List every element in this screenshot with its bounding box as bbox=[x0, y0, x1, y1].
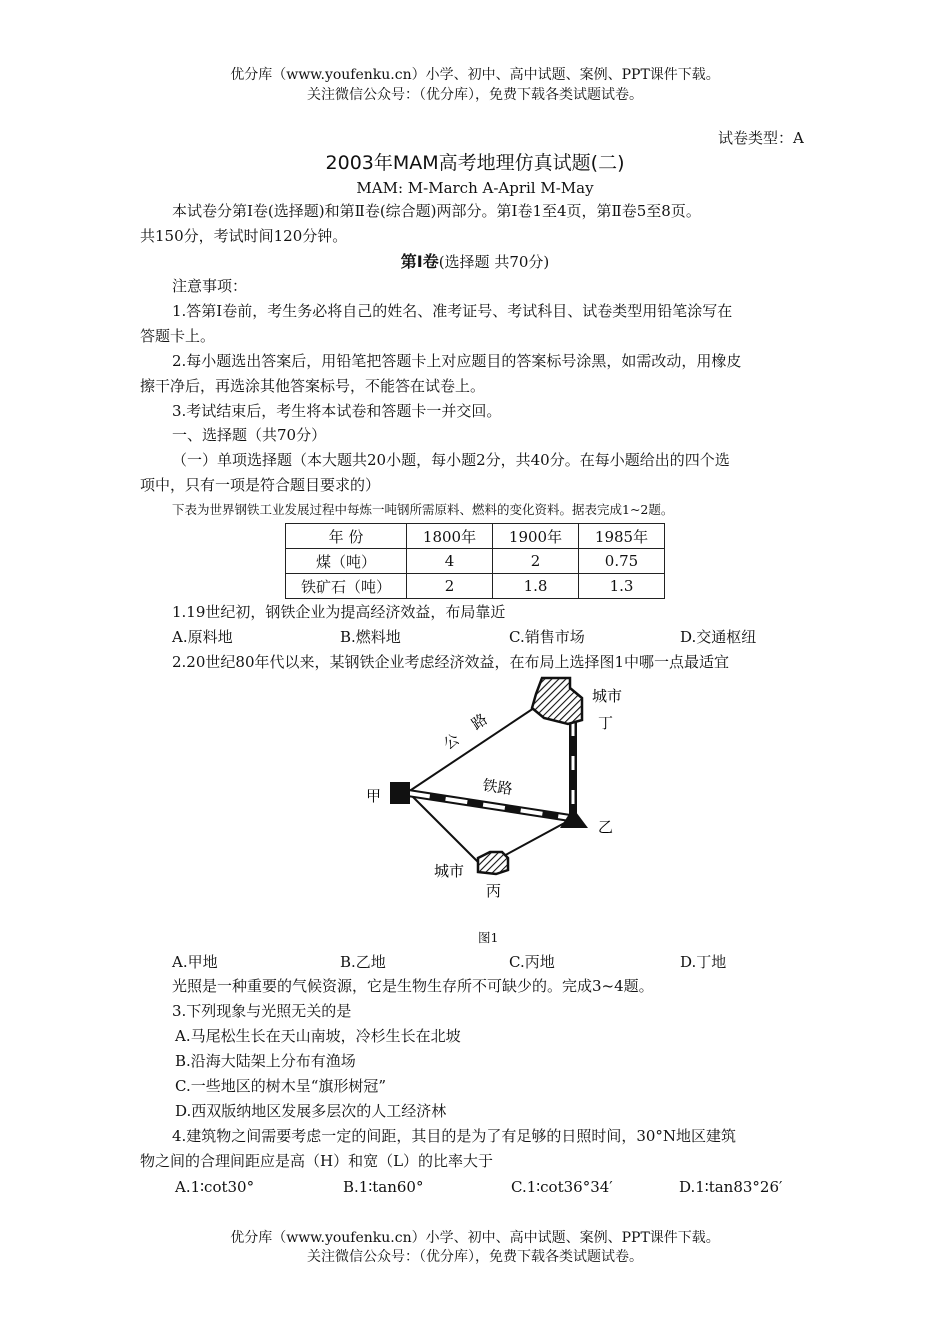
note-2-line-1: 2.每小题选出答案后，用铅笔把答题卡上对应题目的答案标号涂黑，如需改动，用橡皮 bbox=[172, 352, 742, 370]
jia-label: 甲 bbox=[366, 787, 382, 805]
table-cell: 铁矿石（吨） bbox=[286, 574, 407, 599]
q3-stem: 3.下列现象与光照无关的是 bbox=[172, 1002, 352, 1020]
note-1-line-2: 答题卡上。 bbox=[140, 327, 216, 345]
city-ding-label-1: 城市 bbox=[592, 687, 623, 705]
q2-option-d: D.丁地 bbox=[680, 953, 727, 971]
part-1-sub-line-2: 项中，只有一项是符合题目要求的） bbox=[140, 476, 381, 494]
table-header-cell: 1800年 bbox=[407, 524, 493, 549]
q4-option-c: C.1∶cot36°34′ bbox=[511, 1178, 613, 1196]
q2-stem: 2.20世纪80年代以来，某钢铁企业考虑经济效益，在布局上选择图1中哪一点最适宜 bbox=[172, 653, 730, 671]
page-subtitle: MAM: M-March A-April M-May bbox=[356, 179, 594, 197]
table-header-cell: 1985年 bbox=[579, 524, 665, 549]
section-title: 第Ⅰ卷 bbox=[400, 252, 439, 271]
city-ding-label-2: 丁 bbox=[598, 714, 614, 732]
header-line-1: 优分库（www.youfenku.cn）小学、初中、高中试题、案例、PPT课件下载。 bbox=[230, 67, 720, 83]
table-cell: 2 bbox=[493, 549, 579, 574]
intro-line-2: 共150分，考试时间120分钟。 bbox=[140, 227, 348, 245]
table-header-cell: 年 份 bbox=[286, 524, 407, 549]
city-bing-label-1: 城市 bbox=[434, 862, 465, 880]
jia-marker bbox=[390, 782, 410, 804]
note-1-line-1: 1.答第Ⅰ卷前，考生务必将自己的姓名、准考证号、考试科目、试卷类型用铅笔涂写在 bbox=[172, 302, 733, 320]
header-line-2: 关注微信公众号：（优分库），免费下载各类试题试卷。 bbox=[307, 87, 643, 103]
footer-line-1: 优分库（www.youfenku.cn）小学、初中、高中试题、案例、PPT课件下载。 bbox=[230, 1230, 720, 1246]
q2-option-c: C.丙地 bbox=[509, 953, 555, 971]
q4-option-d: D.1∶tan83°26′ bbox=[679, 1178, 783, 1196]
q4-stem-line-2: 物之间的合理间距应是高（H）和宽（L）的比率大于 bbox=[140, 1152, 494, 1170]
q1-option-a: A.原料地 bbox=[172, 628, 233, 646]
q4-option-b: B.1∶tan60° bbox=[343, 1178, 424, 1196]
steel-materials-table bbox=[285, 523, 665, 599]
q4-option-a: A.1∶cot30° bbox=[175, 1178, 255, 1196]
table-cell: 4 bbox=[407, 549, 493, 574]
table-cell: 0.75 bbox=[579, 549, 665, 574]
figure-caption: 图1 bbox=[478, 930, 499, 945]
q3-option-a: A.马尾松生长在天山南坡，冷杉生长在北坡 bbox=[175, 1027, 461, 1045]
passage: 光照是一种重要的气候资源，它是生物生存所不可缺少的。完成3~4题。 bbox=[172, 977, 654, 995]
part-1-sub-line-1: （一）单项选择题（本大题共20小题，每小题2分，共40分。在每小题给出的四个选 bbox=[172, 451, 730, 469]
table-cell: 煤（吨） bbox=[286, 549, 407, 574]
part-1-heading: 一、选择题（共70分） bbox=[172, 426, 327, 444]
q3-option-b: B.沿海大陆架上分布有渔场 bbox=[175, 1052, 356, 1070]
road-label-2: 路 bbox=[468, 709, 491, 734]
road-bing-yi bbox=[500, 820, 570, 858]
q4-stem-line-1: 4.建筑物之间需要考虑一定的间距，其目的是为了有足够的日照时间，30°N地区建筑 bbox=[172, 1127, 737, 1145]
q1-option-c: C.销售市场 bbox=[509, 628, 585, 646]
table-intro: 下表为世界钢铁工业发展过程中每炼一吨钢所需原料、燃料的变化资料。据表完成1~2题。 bbox=[172, 502, 674, 517]
rail-label: 铁路 bbox=[481, 776, 514, 799]
city-bing-shape bbox=[478, 852, 508, 874]
city-bing-label-2: 丙 bbox=[486, 882, 502, 900]
q2-option-b: B.乙地 bbox=[340, 953, 386, 971]
page-title: 2003年MAM高考地理仿真试题(二) bbox=[325, 152, 625, 174]
note-2-line-2: 擦干净后，再选涂其他答案标号，不能答在试卷上。 bbox=[140, 377, 486, 395]
road-label-1: 公 bbox=[440, 729, 463, 754]
table-row bbox=[286, 574, 665, 599]
footer-line-2: 关注微信公众号：（优分库），免费下载各类试题试卷。 bbox=[307, 1249, 643, 1265]
table-header-cell: 1900年 bbox=[493, 524, 579, 549]
q1-option-b: B.燃料地 bbox=[340, 628, 401, 646]
q3-option-d: D.西双版纳地区发展多层次的人工经济林 bbox=[175, 1102, 447, 1120]
intro-line-1: 本试卷分第Ⅰ卷(选择题)和第Ⅱ卷(综合题)两部分。第Ⅰ卷1至4页，第Ⅱ卷5至8页。 bbox=[172, 202, 701, 220]
q1-stem: 1.19世纪初，钢铁企业为提高经济效益，布局靠近 bbox=[172, 603, 506, 621]
notes-heading: 注意事项： bbox=[172, 277, 248, 295]
table-header-row bbox=[286, 524, 665, 549]
section-heading bbox=[0, 251, 950, 273]
table-row bbox=[286, 549, 665, 574]
q2-option-a: A.甲地 bbox=[172, 953, 218, 971]
table-cell: 1.8 bbox=[493, 574, 579, 599]
yi-label: 乙 bbox=[598, 818, 614, 836]
section-detail: (选择题 共70分) bbox=[438, 253, 550, 271]
q1-option-d: D.交通枢纽 bbox=[680, 628, 757, 646]
table-cell: 1.3 bbox=[579, 574, 665, 599]
city-ding-shape bbox=[532, 678, 582, 724]
paper-type: 试卷类型：A bbox=[718, 129, 804, 147]
table-cell: 2 bbox=[407, 574, 493, 599]
figure-1-map bbox=[360, 672, 660, 952]
note-3: 3.考试结束后，考生将本试卷和答题卡一并交回。 bbox=[172, 402, 502, 420]
q3-option-c: C.一些地区的树木呈“旗形树冠” bbox=[175, 1077, 387, 1095]
